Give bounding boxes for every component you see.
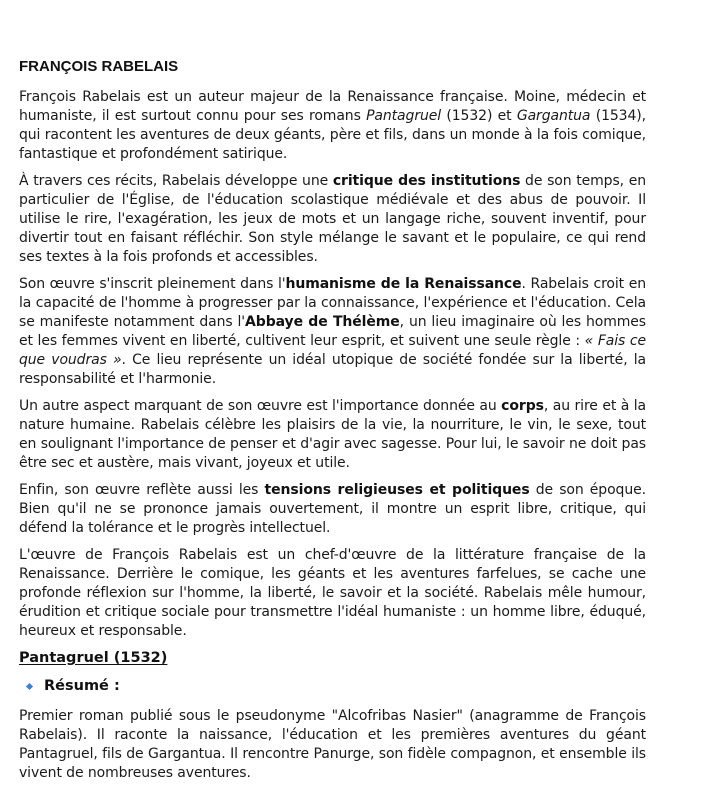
paragraph-tensions xyxy=(19,481,646,538)
text-run: . Ce lieu représente un idéal utopique de société fondée sur la liberté, la responsabilité et l'harmonie. xyxy=(19,352,647,387)
paragraph-resume-pantagruel: Premier roman publié sous le pseudonyme "Alcofribas Nasier" (anagramme de François Rabelais). Il raconte la naissance, l'éducation et les premières aventures du géant Pantagruel, fils de Gargantua. Il rencontre Panurge, son fidèle compagnon, et ensemble ils vivent de nombreuses aventures. xyxy=(19,708,646,781)
document-title: FRANÇOIS RABELAIS xyxy=(19,58,179,75)
text-run: , un lieu imaginaire où les hommes et les femmes vivent en liberté, cultivent leur esprit, et suivent une seule règle : xyxy=(19,314,646,349)
text-run: François Rabelais est un auteur majeur de la Renaissance française. Moine, médecin et humaniste, il est surtout connu pour ses romans xyxy=(19,89,646,124)
text-run: Son œuvre s'inscrit pleinement dans l' xyxy=(19,276,286,292)
bold-abbaye-theleme: Abbaye de Thélème xyxy=(245,314,400,330)
bold-humanisme: humanisme de la Renaissance xyxy=(285,276,522,292)
text-run: de son époque. Bien qu'il ne se prononce jamais ouvertement, il montre un esprit libre, critique, qui défend la tolérance et le progrès intellectuel. xyxy=(19,482,646,536)
text-run: , au rire et à la nature humaine. Rabelais célèbre les plaisirs de la vie, la nourriture, le vin, le sexe, tout en soulignant l'importance de penser et d'agir avec sagesse. Pour lui, le savoir ne doit pas être sec et austère, mais vivant, joyeux et utile. xyxy=(19,398,647,471)
text-run: . Rabelais croit en la capacité de l'homme à progresser par la connaissance, l'expérience et l'éducation. Cela se manifeste notamment dans l' xyxy=(19,276,646,330)
paragraph-humanisme xyxy=(19,275,646,389)
text-run: de son temps, en particulier de l'Église, de l'éducation scolastique médiévale et des abus de pouvoir. Il utilise le rire, l'exagération, les jeux de mots et un langage riche, souvent inventif, pour divertir tout en faisant réfléchir. Son style mélange le savant et le populaire, ce qui rend ses textes à la fois profonds et accessibles. xyxy=(19,173,646,265)
italic-title-gargantua: Gargantua xyxy=(516,108,591,124)
italic-devise: « Fais ce que voudras » xyxy=(19,333,646,368)
bullet-resume xyxy=(27,676,646,696)
text-run: À travers ces récits, Rabelais développe une xyxy=(19,173,333,189)
paragraph-critique xyxy=(19,172,646,267)
section-heading-pantagruel: Pantagruel (1532) xyxy=(19,650,168,666)
paragraph-corps xyxy=(19,397,646,473)
paragraph-conclusion: L'œuvre de François Rabelais est un chef-d'œuvre de la littérature française de la Renaissance. Derrière le comique, les géants et les aventures farfelues, se cache une profonde réflexion sur l'homme, la liberté, le savoir et la société. Rabelais mêle humour, érudition et critique sociale pour transmettre l'idéal humaniste : un homme libre, éduqué, heureux et responsable. xyxy=(19,547,646,639)
diamond-bullet-icon xyxy=(26,682,33,689)
italic-title-pantagruel: Pantagruel xyxy=(366,108,442,124)
document-page xyxy=(19,58,646,791)
paragraph-introduction xyxy=(19,88,646,164)
text-run: Un autre aspect marquant de son œuvre est l'importance donnée au xyxy=(19,398,502,414)
text-run: (1534), qui racontent les aventures de deux géants, père et fils, dans un monde à la fois comique, fantastique et profondément satirique. xyxy=(19,108,647,162)
bold-critique-institutions: critique des institutions xyxy=(332,173,521,189)
bold-tensions: tensions religieuses et politiques xyxy=(264,482,530,498)
bullet-label-resume: Résumé : xyxy=(44,677,120,694)
bold-corps: corps xyxy=(501,398,544,414)
text-run: (1532) et xyxy=(441,108,517,124)
text-run: Enfin, son œuvre reflète aussi les xyxy=(19,482,265,498)
